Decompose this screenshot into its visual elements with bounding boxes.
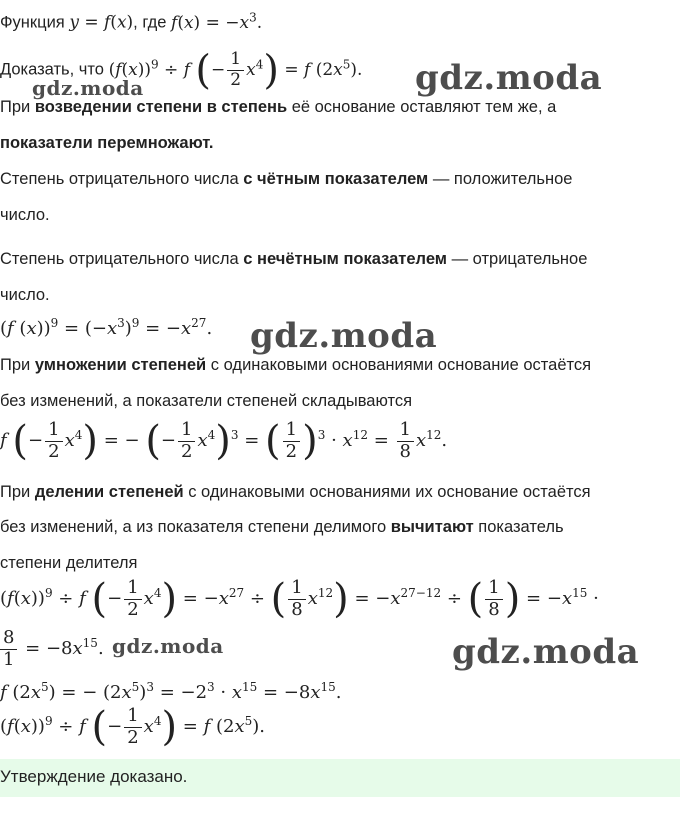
rule-odd-line-1 [0,248,587,270]
rule-text: с одинаковыми основаниями их основание остаётся [183,483,591,501]
step3-formula-cont: $\frac{8}{1}$ = $-8x^{15}$. [0,628,104,670]
step3-formula: $(f(x))^9 \div f$ (− $\frac{1}{2}$ $x^4) = -x^{27}$ ÷ ( $\frac{1}{8}$ $x^{12}) = -x^{27-12}$ ÷ ( $\frac{1}{8}$ ) = $-x^{15}$ · [0,576,599,623]
rule-text: При [0,356,35,374]
watermark-1: gdz.moda [32,76,144,100]
watermark-5: gdz.moda [452,632,640,672]
rule-text: При [0,483,35,501]
rule-text: без изменений, а из показателя степени делимого [0,518,391,536]
function-where: , где [133,13,167,32]
function-definition: $f(x) = -x^3$. [171,10,263,33]
prove-formula: $(f(x))^9 \div f$ (− $\frac{1}{2}$ $x^4) = f$ $(2x^5)$. [108,47,363,94]
rule-power-line-2 [0,132,214,154]
intro-function-line [0,6,262,34]
rule-text: число. [0,286,50,304]
rule-bold: с чётным показателем [243,170,429,188]
rule-bold: делении степеней [34,483,184,501]
rule-text: При [0,98,35,116]
rule-div-line-2 [0,516,564,538]
rule-bold: умножении степеней [34,356,207,374]
rule-odd-line-2 [0,284,50,306]
rule-mult-line-1 [0,354,591,376]
rule-bold: с нечётным показателем [243,250,447,268]
watermark-3: gdz.moda [250,316,438,356]
rule-text: показатель [473,518,564,536]
function-label: Функция [0,13,65,32]
function-formula: y = f(x) [69,12,134,33]
rule-text: — отрицательное [447,250,588,268]
step1-formula: (f $(x))^9 = (-x^3)^9 = -x^{27}$. [0,316,213,339]
rule-bold: вычитают [390,518,474,536]
rule-power-line-1 [0,96,556,118]
watermark-4: gdz.moda [112,634,224,658]
rule-even-line-2 [0,204,50,226]
step2-formula: f (− $\frac{1}{2}$ $x^4$) = − (− $\frac{1}{2}$ $x^4)^3$ = ( $\frac{1}{2}$ )$^3 \cdot x^{12}$ = $\frac{1}{8}$ $x^{12}$. [0,418,448,465]
rule-text: её основание оставляют тем же, а [287,98,557,116]
step4-formula: f $(2x^5)$ = − $(2x^5)^3 = -2^3 \cdot x^{15} = -8x^{15}$. [0,680,342,703]
watermark-2: gdz.moda [415,58,603,98]
rule-text: Степень отрицательного числа [0,250,244,268]
rule-text: Степень отрицательного числа [0,170,244,188]
rule-text: степени делителя [0,554,138,572]
step5-formula: $(f(x))^9 \div f$ (− $\frac{1}{2}$ $x^4) = f$ $(2x^5)$. [0,704,266,751]
rule-text: без изменений, а показатели степеней складываются [0,392,413,410]
rule-text: число. [0,206,50,224]
prove-label: Доказать, что [0,60,104,79]
rule-div-line-3 [0,552,138,574]
rule-mult-line-2 [0,390,412,412]
conclusion-banner [0,759,680,797]
rule-bold: возведении степени в степень [34,98,288,116]
conclusion-text: Утверждение доказано. [0,767,188,786]
rule-text: с одинаковыми основаниями основание остаётся [206,356,592,374]
rule-text: — положительное [428,170,573,188]
rule-div-line-1 [0,481,591,503]
rule-even-line-1 [0,168,572,190]
rule-bold: показатели перемножают. [0,134,214,152]
